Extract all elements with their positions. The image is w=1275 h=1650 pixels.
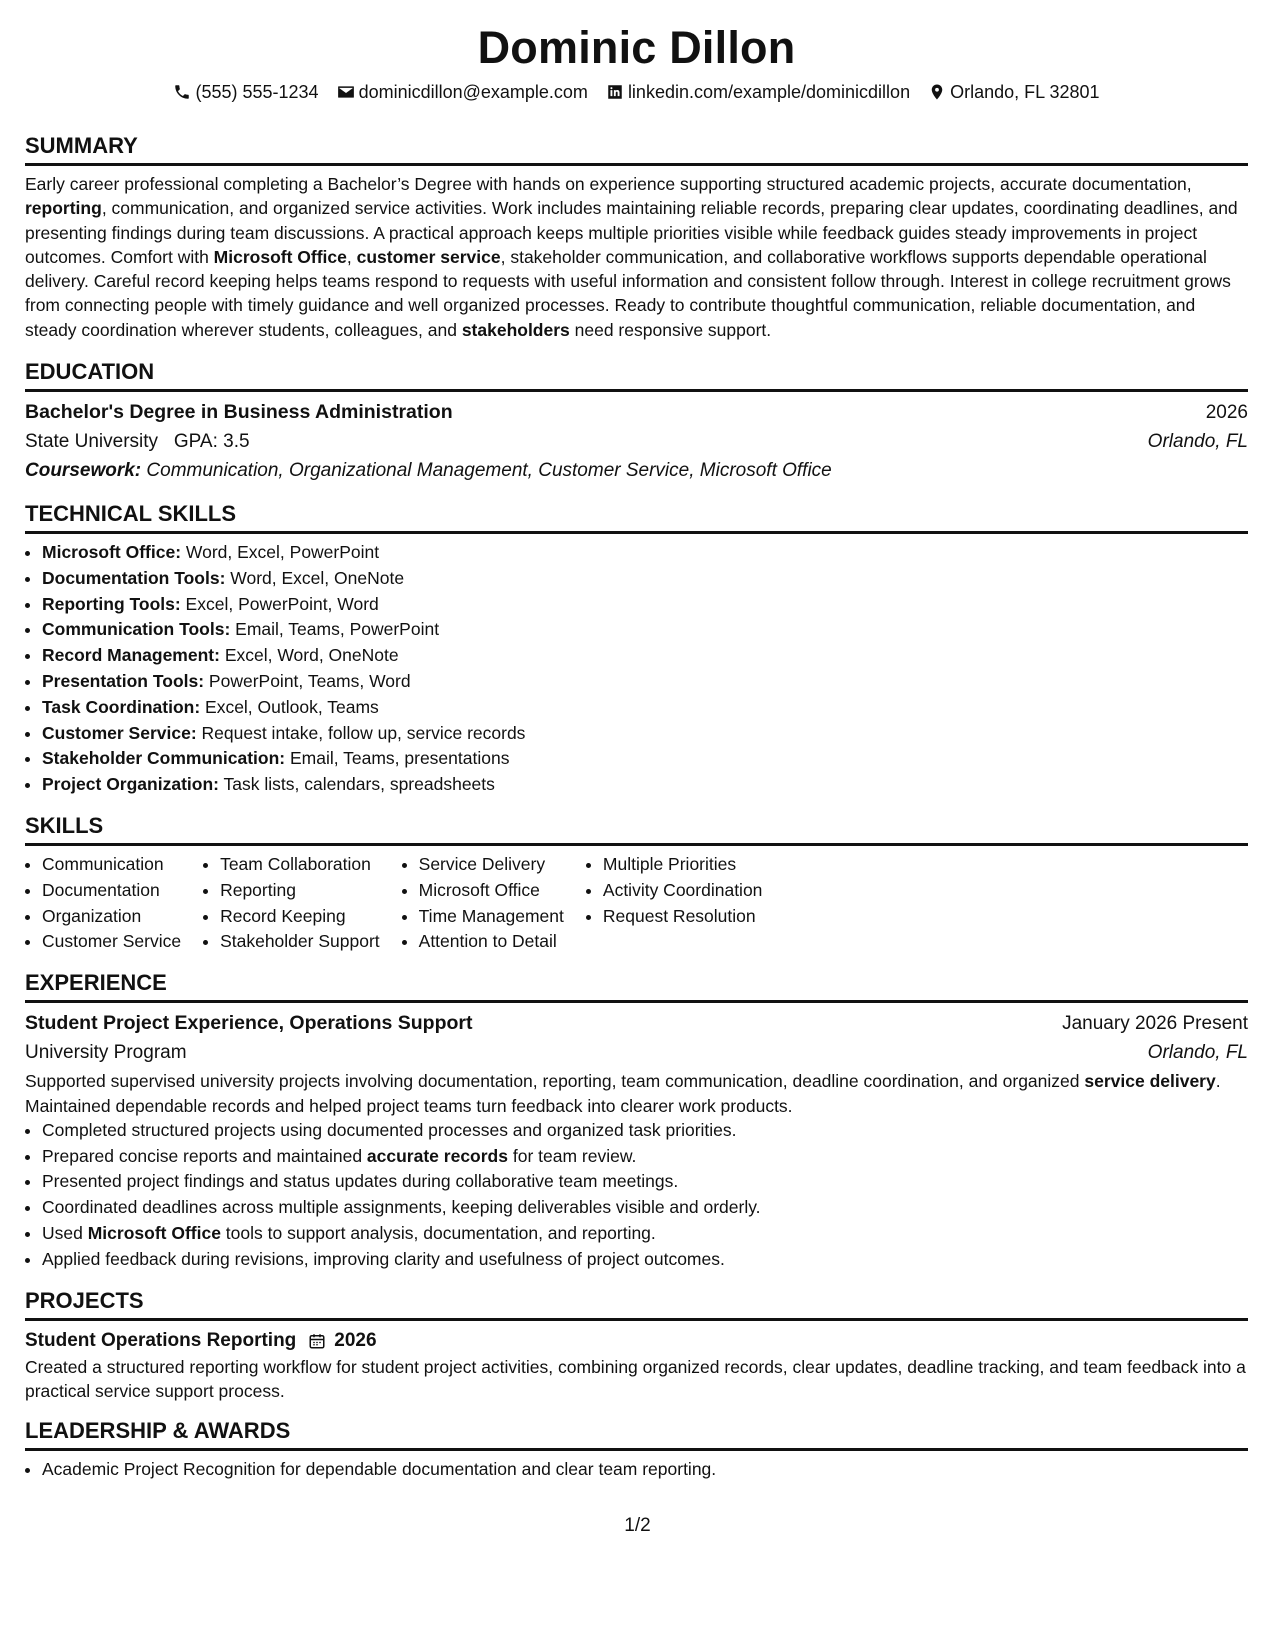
experience-location: Orlando, FL: [1147, 1042, 1248, 1064]
skill-tools: Excel, Outlook, Teams: [200, 696, 379, 717]
gpa: GPA: 3.5: [173, 431, 250, 453]
skill-item: • Multiple Priorities: [603, 852, 763, 878]
skills-column: [25, 852, 181, 955]
coursework: [25, 456, 1248, 486]
bold-phrase: reporting: [25, 198, 102, 219]
technical-skills-heading: TECHNICAL SKILLS: [25, 500, 1248, 534]
coursework-list: Communication, Organizational Management, Customer Service, Microsoft Office: [146, 460, 832, 482]
experience-bullet: [42, 1118, 1248, 1144]
skill-tools: Excel, PowerPoint, Word: [180, 593, 379, 614]
project-name: Student Operations Reporting: [25, 1329, 297, 1351]
skills-column: [402, 852, 564, 955]
linkedin-text[interactable]: linkedin.com/example/dominicdillon: [627, 82, 911, 102]
project-description: Created a structured reporting workflow for student project activities, combining organized records, clear updates, deadline tracking, and team feedback into a practical service support process.: [25, 1356, 1246, 1401]
text-run: Coordinated deadlines across multiple assignments, keeping deliverables visible and orderly.: [42, 1197, 761, 1218]
skill-item: • Attention to Detail: [419, 929, 564, 955]
map-pin-icon: [928, 83, 946, 101]
text-run: tools to support analysis, documentation, and reporting.: [220, 1223, 656, 1244]
experience-role: Student Project Experience, Operations Support: [25, 1012, 473, 1035]
experience-org: University Program: [25, 1042, 187, 1064]
award-item: • Academic Project Recognition for dependable documentation and clear team reporting.: [42, 1457, 1248, 1483]
skills-heading: SKILLS: [25, 812, 1248, 846]
skill-tools: Email, Teams, presentations: [285, 748, 510, 769]
phone-icon: [173, 83, 191, 101]
experience-bullet: [42, 1221, 1248, 1247]
skill-item: • Organization: [42, 904, 181, 930]
experience-bullet: [42, 1247, 1248, 1273]
technical-skill-item: [42, 721, 1248, 747]
envelope-icon: [337, 83, 355, 101]
education-row-1: [25, 398, 1248, 427]
experience-heading: EXPERIENCE: [25, 969, 1248, 1003]
email-text[interactable]: dominicdillon@example.com: [358, 82, 588, 102]
skills-column: [586, 852, 763, 955]
technical-skill-item: [42, 617, 1248, 643]
bold-phrase: service delivery: [1084, 1071, 1216, 1092]
skill-tools: Word, Excel, PowerPoint: [181, 542, 380, 563]
skill-item: • Time Management: [419, 904, 564, 930]
technical-skills-list: [25, 540, 1248, 798]
skill-item: • Customer Service: [42, 929, 181, 955]
skill-category: Communication Tools:: [42, 619, 231, 640]
skill-item: • Microsoft Office: [419, 878, 564, 904]
bold-phrase: Microsoft Office: [213, 246, 347, 267]
calendar-icon: [308, 1332, 326, 1350]
skill-tools: Request intake, follow up, service records: [196, 722, 526, 743]
skill-category: Presentation Tools:: [42, 671, 205, 692]
bold-phrase: stakeholders: [461, 319, 570, 340]
experience-row-2: [25, 1038, 1248, 1067]
school-and-gpa: [25, 427, 250, 456]
technical-skill-item: [42, 669, 1248, 695]
experience-dates: January 2026 Present: [1062, 1013, 1248, 1035]
degree-title: Bachelor's Degree in Business Administration: [25, 401, 453, 424]
experience-bullet: [42, 1144, 1248, 1170]
education-section: [25, 358, 1248, 486]
skill-tools: Word, Excel, OneNote: [225, 567, 405, 588]
experience-row-1: [25, 1009, 1248, 1038]
project-date: [308, 1327, 376, 1355]
text-run: need responsive support.: [569, 319, 772, 340]
contact-location: [928, 80, 1099, 104]
technical-skill-item: [42, 746, 1248, 772]
education-heading: EDUCATION: [25, 358, 1248, 392]
leadership-heading: LEADERSHIP & AWARDS: [25, 1417, 1248, 1451]
experience-bullets: [25, 1118, 1248, 1273]
leadership-list: [25, 1457, 1248, 1483]
technical-skill-item: [42, 540, 1248, 566]
text-run: Prepared concise reports and maintained: [42, 1145, 367, 1166]
skill-item: • Request Resolution: [603, 904, 763, 930]
projects-heading: PROJECTS: [25, 1287, 1248, 1321]
experience-section: [25, 969, 1248, 1272]
education-location: Orlando, FL: [1147, 431, 1248, 453]
skill-category: Customer Service:: [42, 722, 197, 743]
contact-linkedin[interactable]: [606, 80, 910, 104]
linkedin-icon: [606, 83, 624, 101]
text-run: Presented project findings and status updates during collaborative team meetings.: [42, 1171, 679, 1192]
technical-skill-item: [42, 772, 1248, 798]
contact-phone: [173, 80, 318, 104]
skill-item: • Record Keeping: [220, 904, 380, 930]
skill-item: • Reporting: [220, 878, 380, 904]
skill-tools: Email, Teams, PowerPoint: [230, 619, 440, 640]
skill-tools: Task lists, calendars, spreadsheets: [218, 774, 495, 795]
skill-item: • Activity Coordination: [603, 878, 763, 904]
skill-item: • Communication: [42, 852, 181, 878]
contact-email[interactable]: [337, 80, 588, 104]
school-name: State University: [25, 431, 159, 453]
education-row-2: [25, 427, 1248, 456]
text-run: for team review.: [507, 1145, 637, 1166]
experience-bullet: [42, 1169, 1248, 1195]
text-run: , communication, and organized service activities. Work includes maintaining reliable records, preparing clear updates, coordinating deadlines, and presenting findings during team discussions. A practical approach keeps multiple priorities visible while feedback guides steady improvements in project outcomes. Comfort with: [25, 198, 1238, 267]
text-run: , stakeholder communication, and collaborative workflows supports dependable operational delivery. Careful record keeping helps teams respond to requests with useful information and consistent follow through. Interest in college recruitment grows from connecting people with timely guidance and well organized processes. Ready to contribute thoughtful communication, reliable documentation, and steady coordination wherever students, colleagues, and: [25, 246, 1231, 340]
contact-bar: [25, 80, 1248, 104]
project-header: [25, 1327, 1248, 1355]
coursework-label: Coursework:: [25, 460, 142, 482]
technical-skill-item: [42, 695, 1248, 721]
text-run: Used: [42, 1223, 88, 1244]
technical-skill-item: [42, 592, 1248, 618]
text-run: ,: [346, 246, 357, 267]
skill-tools: Excel, Word, OneNote: [219, 645, 399, 666]
technical-skill-item: [42, 643, 1248, 669]
text-run: Supported supervised university projects involving documentation, reporting, team communication, deadline coordination, and organized: [25, 1071, 1085, 1092]
skill-category: Microsoft Office:: [42, 542, 182, 563]
phone-text: (555) 555-1234: [195, 82, 319, 102]
bold-phrase: accurate records: [366, 1145, 508, 1166]
skill-item: • Documentation: [42, 878, 181, 904]
skills-column: [203, 852, 380, 955]
bold-phrase: customer service: [356, 246, 501, 267]
skill-category: Task Coordination:: [42, 696, 201, 717]
technical-skills-section: [25, 500, 1248, 798]
text-run: Early career professional completing a Bachelor’s Degree with hands on experience supporting structured academic projects, accurate documentation,: [25, 174, 1192, 194]
summary-section: [25, 132, 1248, 342]
skill-category: Documentation Tools:: [42, 567, 226, 588]
skill-category: Project Organization:: [42, 774, 219, 795]
skill-item: • Stakeholder Support: [220, 929, 380, 955]
summary-text: [25, 172, 1248, 342]
text-run: . Maintained dependable records and helped project teams turn feedback into clearer work products.: [25, 1071, 1221, 1116]
page-number: 1/2: [624, 1515, 651, 1536]
projects-section: [25, 1287, 1248, 1404]
skill-item: • Service Delivery: [419, 852, 564, 878]
skills-grid: [25, 852, 1248, 955]
skill-category: Reporting Tools:: [42, 593, 181, 614]
bold-phrase: Microsoft Office: [87, 1223, 221, 1244]
education-year: 2026: [1205, 402, 1248, 424]
text-run: Applied feedback during revisions, improving clarity and usefulness of project outcomes.: [42, 1248, 725, 1269]
resume-page: [25, 0, 1248, 1483]
skill-item: • Team Collaboration: [220, 852, 380, 878]
text-run: Completed structured projects using documented processes and organized task priorities.: [42, 1119, 737, 1140]
experience-bullet: [42, 1195, 1248, 1221]
project-year: 2026: [334, 1329, 377, 1351]
skills-section: [25, 812, 1248, 955]
candidate-name: Dominic Dillon: [477, 22, 796, 73]
technical-skill-item: [42, 566, 1248, 592]
experience-summary: [25, 1069, 1248, 1118]
leadership-section: [25, 1417, 1248, 1483]
skill-tools: PowerPoint, Teams, Word: [204, 671, 411, 692]
skill-category: Record Management:: [42, 645, 220, 666]
skill-category: Stakeholder Communication:: [42, 748, 286, 769]
summary-heading: SUMMARY: [25, 132, 1248, 166]
location-text: Orlando, FL 32801: [950, 82, 1100, 102]
